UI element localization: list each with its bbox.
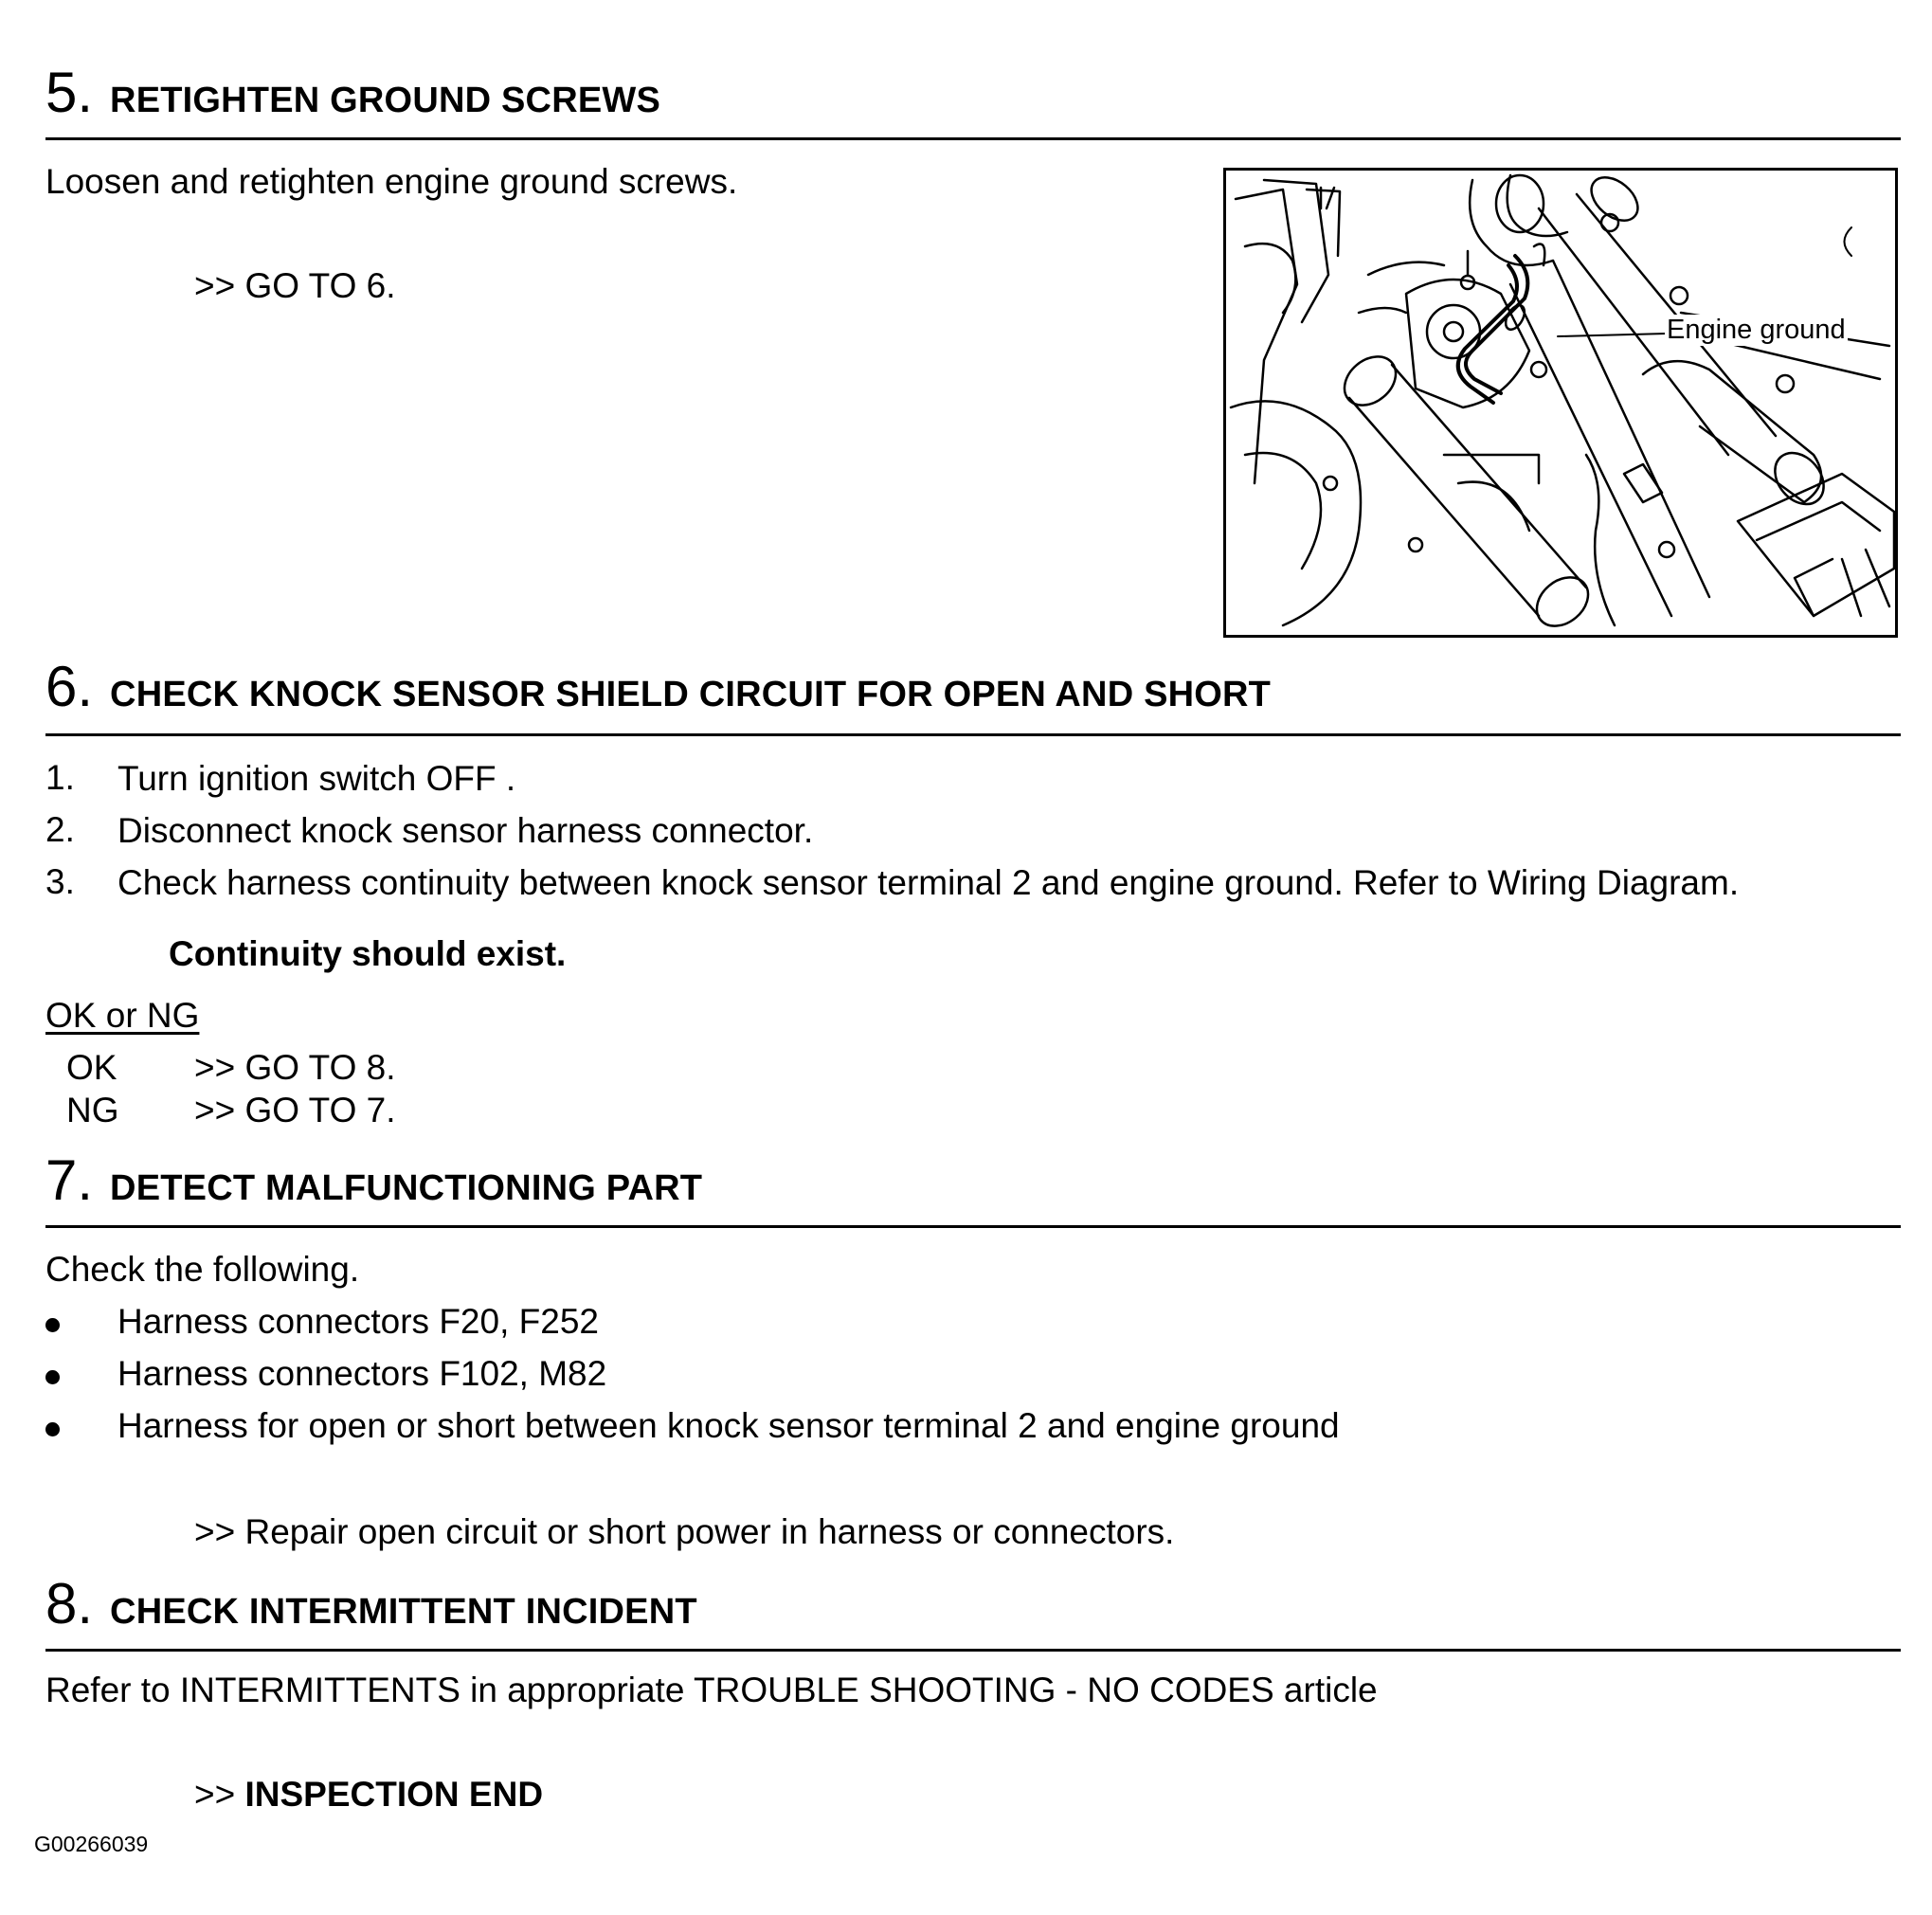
step-5-heading — [45, 61, 660, 124]
step-8-title: CHECK INTERMITTENT INCIDENT — [110, 1592, 697, 1632]
step-6-number: 6 — [45, 655, 78, 718]
list-number: 1. — [45, 758, 75, 797]
list-number: 2. — [45, 810, 75, 849]
step-number-dot: . — [77, 655, 94, 718]
inspection-end — [194, 1774, 543, 1816]
result-ng-label: NG — [66, 1091, 119, 1129]
list-number: 3. — [45, 862, 75, 901]
section-divider — [45, 1649, 1901, 1652]
list-item: Harness connectors F20, F252 — [117, 1302, 599, 1341]
bullet-icon — [45, 1370, 60, 1384]
step-6-title: CHECK KNOCK SENSOR SHIELD CIRCUIT FOR OPEN AND SHORT — [110, 675, 1272, 714]
list-item: Disconnect knock sensor harness connector. — [117, 811, 814, 850]
engine-ground-label: Engine ground — [1667, 315, 1846, 345]
bullet-icon — [45, 1422, 60, 1436]
figure-code: G00266039 — [34, 1832, 149, 1856]
step-8-text: Refer to INTERMITTENTS in appropriate TROUBLE SHOOTING - NO CODES article — [45, 1671, 1378, 1709]
result-header: OK or NG — [45, 996, 200, 1035]
result-ng-action: >> GO TO 7. — [194, 1091, 396, 1129]
step-7-heading — [45, 1148, 703, 1212]
step-5-goto: >> GO TO 6. — [194, 266, 396, 305]
list-item: Turn ignition switch OFF . — [117, 759, 516, 798]
engine-illustration — [1226, 171, 1898, 638]
inspection-end-label: INSPECTION END — [244, 1775, 544, 1814]
bullet-icon — [45, 1318, 60, 1332]
step-number-dot: . — [77, 1148, 94, 1212]
result-ok-action: >> GO TO 8. — [194, 1048, 396, 1087]
step-7-intro: Check the following. — [45, 1250, 360, 1289]
step-8-number: 8 — [45, 1572, 78, 1635]
result-ok-label: OK — [66, 1048, 117, 1087]
list-item: Check harness continuity between knock sensor terminal 2 and engine ground. Refer to Wiring Diagram. — [117, 863, 1740, 902]
section-divider — [45, 1225, 1901, 1228]
step-6-spec: Continuity should exist. — [169, 934, 567, 973]
step-5-number: 5 — [45, 61, 78, 124]
step-5-text: Loosen and retighten engine ground screws. — [45, 162, 738, 201]
step-7-number: 7 — [45, 1148, 78, 1212]
step-8-heading — [45, 1572, 697, 1635]
step-5-title: RETIGHTEN GROUND SCREWS — [110, 81, 660, 120]
step-7-title: DETECT MALFUNCTIONING PART — [110, 1168, 703, 1208]
step-6-heading — [45, 655, 1272, 718]
section-divider — [45, 733, 1901, 736]
engine-ground-figure — [1223, 168, 1898, 638]
list-item: Harness connectors F102, M82 — [117, 1354, 607, 1393]
step-number-dot: . — [77, 61, 94, 124]
step-number-dot: . — [77, 1572, 94, 1635]
section-divider — [45, 137, 1901, 140]
step-7-action: >> Repair open circuit or short power in harness or connectors. — [194, 1512, 1175, 1551]
list-item: Harness for open or short between knock sensor terminal 2 and engine ground — [117, 1406, 1340, 1445]
inspection-end-prefix: >> — [194, 1775, 236, 1814]
